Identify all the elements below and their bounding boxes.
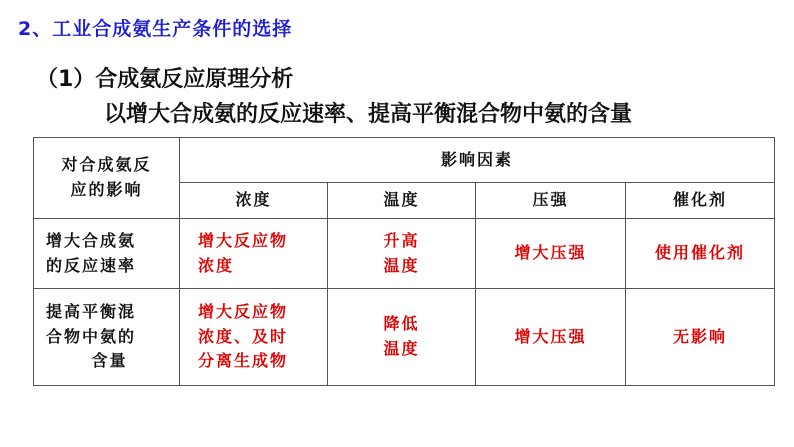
- cell-line: 浓度: [198, 255, 235, 275]
- cell-temperature: [328, 289, 476, 386]
- table-row: [34, 219, 775, 289]
- group-header: 影响因素: [180, 138, 775, 183]
- cell-line: 温度: [383, 255, 420, 275]
- corner-line: 对合成氨反: [61, 155, 152, 175]
- cell-line: 浓度、及时: [198, 326, 289, 346]
- cell-line: 升高: [383, 230, 420, 250]
- subsection-heading: （1）合成氨反应原理分析: [36, 67, 294, 92]
- cell-line: 降低: [383, 314, 420, 334]
- factor-table: [33, 137, 775, 386]
- cell-line: 增大反应物: [198, 301, 289, 321]
- column-header-temperature: 温度: [328, 183, 476, 219]
- cell-catalyst: 无影响: [626, 289, 775, 386]
- cell-line: 温度: [383, 339, 420, 358]
- cell-pressure: 增大压强: [476, 219, 626, 289]
- cell-concentration: [180, 289, 328, 386]
- row-head-line: 增大合成氨: [46, 230, 137, 250]
- cell-temperature: [328, 219, 476, 289]
- column-header-catalyst: 催化剂: [626, 183, 775, 219]
- corner-line: 应的影响: [70, 180, 143, 199]
- row-head-line: 提高平衡混: [46, 301, 137, 321]
- table-row: [34, 289, 775, 386]
- row-head-rate: [34, 219, 180, 289]
- cell-catalyst: 使用催化剂: [626, 219, 775, 289]
- cell-line: 分离生成物: [198, 351, 289, 371]
- goal-statement: 以增大合成氨的反应速率、提高平衡混合物中氨的含量: [104, 102, 633, 127]
- cell-concentration: [180, 219, 328, 289]
- corner-cell: [34, 138, 180, 219]
- cell-line: 增大反应物: [198, 230, 289, 250]
- section-heading: 2、工业合成氨生产条件的选择: [18, 18, 293, 40]
- row-head-line: 的反应速率: [46, 255, 137, 275]
- column-header-pressure: 压强: [476, 183, 626, 219]
- row-head-equilibrium: [34, 289, 180, 386]
- row-head-line: 含量: [91, 351, 128, 371]
- column-header-concentration: 浓度: [180, 183, 328, 219]
- row-head-line: 合物中氨的: [46, 326, 137, 346]
- cell-pressure: 增大压强: [476, 289, 626, 386]
